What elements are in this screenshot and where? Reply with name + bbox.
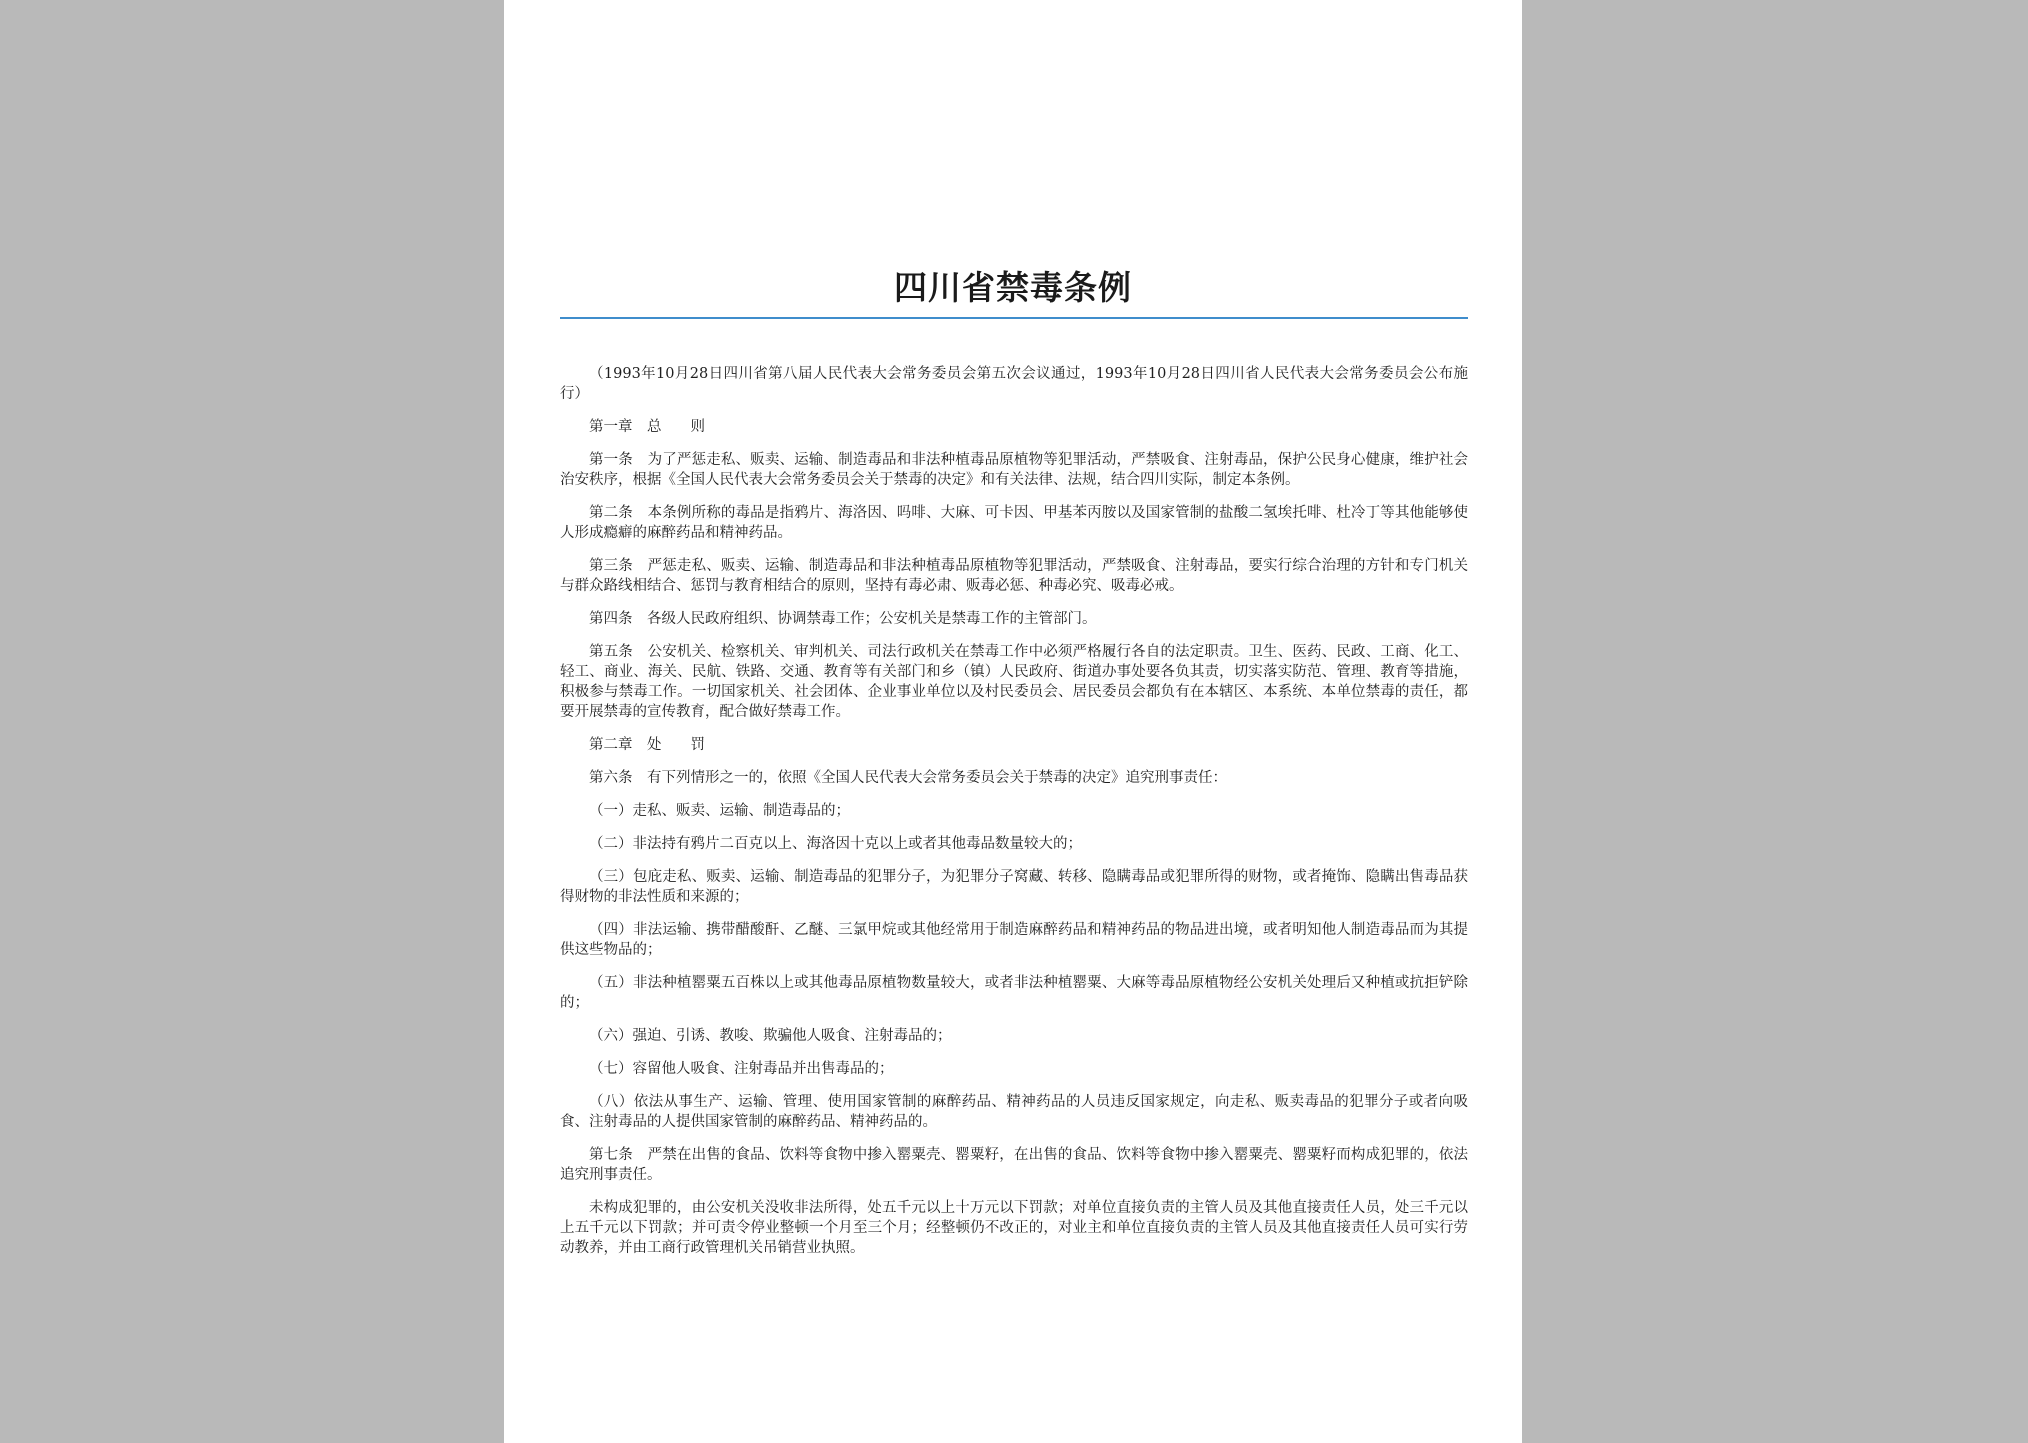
paragraph: 第四条 各级人民政府组织、协调禁毒工作；公安机关是禁毒工作的主管部门。 xyxy=(589,611,1097,627)
list-item: （二）非法持有鸦片二百克以上、海洛因十克以上或者其他毒品数量较大的； xyxy=(589,836,1082,852)
list-item: （五）非法种植罂粟五百株以上或其他毒品原植物数量较大，或者非法种植罂粟、大麻等毒品原植物经公安机关处理后又种植或抗拒铲除的； xyxy=(560,975,1468,1011)
paragraph: （1993年10月28日四川省第八届人民代表大会常务委员会第五次会议通过，1993年10月28日四川省人民代表大会常务委员会公布施行） xyxy=(560,366,1468,402)
chapter-heading: 第二章 处 罚 xyxy=(589,737,705,753)
document-body xyxy=(560,364,1468,1271)
list-item: （六）强迫、引诱、教唆、欺骗他人吸食、注射毒品的； xyxy=(589,1028,952,1044)
document-title: 四川省禁毒条例 xyxy=(894,268,1132,307)
list-item: （四）非法运输、携带醋酸酐、乙醚、三氯甲烷或其他经常用于制造麻醉药品和精神药品的物品进出境，或者明知他人制造毒品而为其提供这些物品的； xyxy=(560,922,1468,958)
chapter-heading: 第一章 总 则 xyxy=(589,419,705,435)
list-item: （一）走私、贩卖、运输、制造毒品的； xyxy=(589,803,850,819)
list-item: （七）容留他人吸食、注射毒品并出售毒品的； xyxy=(589,1061,894,1077)
paragraph: 未构成犯罪的，由公安机关没收非法所得，处五千元以上十万元以下罚款；对单位直接负责的主管人员及其他直接责任人员，处三千元以上五千元以下罚款；并可责令停业整顿一个月至三个月；经整顿仍不改正的，对业主和单位直接负责的主管人员及其他直接责任人员可实行劳动教养，并由工商行政管理机关吊销营业执照。 xyxy=(560,1200,1468,1256)
paragraph: 第六条 有下列情形之一的，依照《全国人民代表大会常务委员会关于禁毒的决定》追究刑事责任： xyxy=(589,770,1227,786)
paragraph: 第一条 为了严惩走私、贩卖、运输、制造毒品和非法种植毒品原植物等犯罪活动，严禁吸食、注射毒品，保护公民身心健康，维护社会治安秩序，根据《全国人民代表大会常务委员会关于禁毒的决定》和有关法律、法规，结合四川实际，制定本条例。 xyxy=(560,452,1468,488)
title-divider xyxy=(560,317,1468,319)
list-item: （三）包庇走私、贩卖、运输、制造毒品的犯罪分子，为犯罪分子窝藏、转移、隐瞒毒品或犯罪所得的财物，或者掩饰、隐瞒出售毒品获得财物的非法性质和来源的； xyxy=(560,869,1468,905)
paragraph: 第三条 严惩走私、贩卖、运输、制造毒品和非法种植毒品原植物等犯罪活动，严禁吸食、注射毒品，要实行综合治理的方针和专门机关与群众路线相结合、惩罚与教育相结合的原则，坚持有毒必肃、贩毒必惩、种毒必究、吸毒必戒。 xyxy=(560,558,1468,594)
list-item: （八）依法从事生产、运输、管理、使用国家管制的麻醉药品、精神药品的人员违反国家规定，向走私、贩卖毒品的犯罪分子或者向吸食、注射毒品的人提供国家管制的麻醉药品、精神药品的。 xyxy=(560,1094,1468,1130)
document-page xyxy=(504,0,1522,1443)
paragraph: 第五条 公安机关、检察机关、审判机关、司法行政机关在禁毒工作中必须严格履行各自的法定职责。卫生、医药、民政、工商、化工、轻工、商业、海关、民航、铁路、交通、教育等有关部门和乡（镇）人民政府、街道办事处要各负其责，切实落实防范、管理、教育等措施，积极参与禁毒工作。一切国家机关、社会团体、企业事业单位以及村民委员会、居民委员会都负有在本辖区、本系统、本单位禁毒的责任，都要开展禁毒的宣传教育，配合做好禁毒工作。 xyxy=(560,644,1468,720)
paragraph: 第七条 严禁在出售的食品、饮料等食物中掺入罂粟壳、罂粟籽，在出售的食品、饮料等食物中掺入罂粟壳、罂粟籽而构成犯罪的，依法追究刑事责任。 xyxy=(560,1147,1468,1183)
paragraph: 第二条 本条例所称的毒品是指鸦片、海洛因、吗啡、大麻、可卡因、甲基苯丙胺以及国家管制的盐酸二氢埃托啡、杜冷丁等其他能够使人形成瘾癖的麻醉药品和精神药品。 xyxy=(560,505,1468,541)
